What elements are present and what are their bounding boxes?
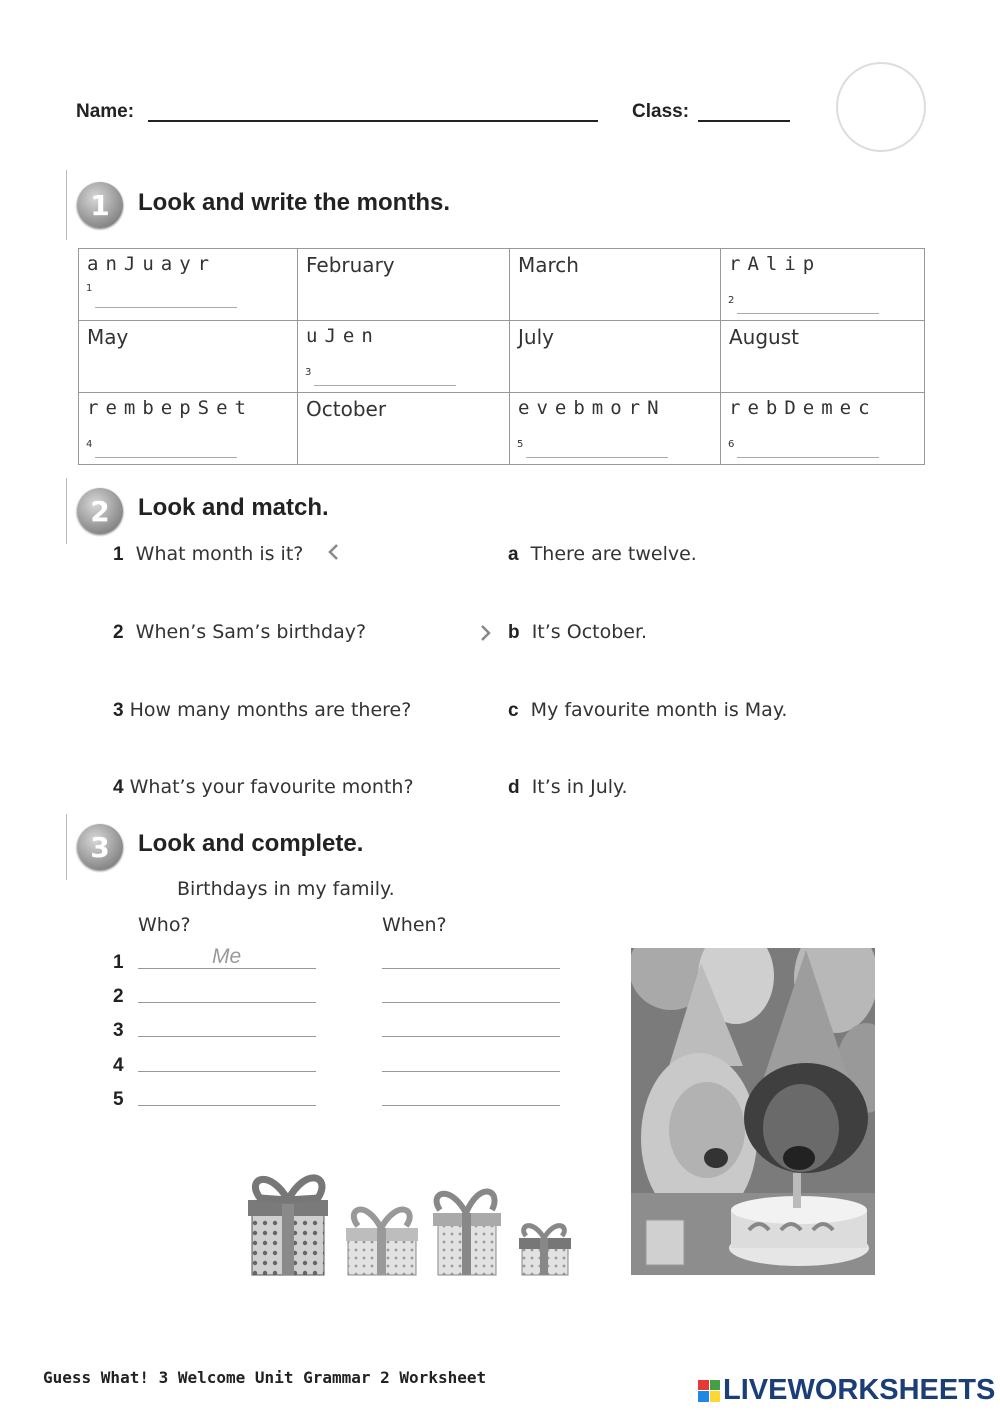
question-number: 2 — [113, 622, 124, 643]
answer-number: 6 — [728, 439, 735, 450]
when-input-line[interactable] — [382, 1036, 560, 1037]
answer-input-line[interactable] — [737, 457, 879, 458]
months-table — [78, 248, 925, 465]
name-label: Name: — [76, 101, 135, 122]
answer-input-line[interactable] — [95, 307, 237, 308]
answer-input-line[interactable] — [737, 313, 879, 314]
complete-row-number: 5 — [113, 1089, 124, 1110]
month-name: October — [306, 397, 387, 421]
scrambled-month: rAlip — [729, 253, 822, 275]
section1-number-badge: 1 — [77, 182, 123, 228]
class-field[interactable] — [698, 120, 790, 122]
answer-number: 2 — [728, 295, 735, 306]
answer-text: It’s October. — [531, 621, 648, 643]
answer-a — [508, 543, 697, 566]
month-cell — [510, 249, 721, 321]
logo-square — [710, 1391, 721, 1402]
answer-d — [508, 776, 628, 799]
section2-number-badge: 2 — [77, 488, 123, 534]
question-3 — [113, 699, 411, 722]
footer-text: Guess What! 3 Welcome Unit Grammar 2 Worksheet — [43, 1368, 487, 1387]
logo-square — [698, 1391, 709, 1402]
answer-text: My favourite month is May. — [530, 699, 788, 721]
answer-number: 4 — [86, 439, 93, 450]
month-name: August — [729, 325, 799, 349]
answer-input-line[interactable] — [314, 385, 456, 386]
question-text: What’s your favourite month? — [129, 776, 414, 798]
class-label: Class: — [632, 101, 690, 122]
question-1 — [113, 543, 303, 566]
month-cell — [298, 321, 510, 393]
month-cell — [721, 393, 925, 465]
when-input-line[interactable] — [382, 1071, 560, 1072]
months-row — [79, 249, 925, 321]
question-number: 1 — [113, 544, 124, 565]
question-text: When’s Sam’s birthday? — [135, 621, 367, 643]
logo-square — [698, 1380, 709, 1391]
when-input-line[interactable] — [382, 1002, 560, 1003]
answer-text: There are twelve. — [530, 543, 697, 565]
complete-row-number: 4 — [113, 1055, 124, 1076]
chevron-right-icon[interactable] — [479, 624, 493, 642]
logo-square — [710, 1380, 721, 1391]
month-name: May — [87, 325, 129, 349]
month-cell — [298, 249, 510, 321]
months-row — [79, 321, 925, 393]
month-name: July — [518, 325, 554, 349]
who-input-line[interactable] — [138, 1002, 316, 1003]
scrambled-month: uJen — [306, 325, 380, 347]
name-field[interactable] — [148, 120, 598, 122]
question-number: 3 — [113, 700, 124, 721]
who-input-line[interactable] — [138, 1071, 316, 1072]
answer-number: 5 — [517, 439, 524, 450]
column-when: When? — [382, 914, 447, 936]
section3-title: Look and complete. — [138, 830, 364, 857]
scrambled-month: evebmorN — [518, 397, 666, 419]
scrambled-month: anJuayr — [87, 253, 217, 275]
answer-letter: d — [508, 777, 520, 798]
complete-row-number: 2 — [113, 986, 124, 1007]
month-cell — [721, 249, 925, 321]
section2-title: Look and match. — [138, 494, 329, 521]
logo-grid-icon — [698, 1380, 720, 1402]
who-input-line[interactable] — [138, 1036, 316, 1037]
answer-number: 3 — [305, 367, 312, 378]
answer-text: It’s in July. — [531, 776, 628, 798]
birthday-photo — [631, 948, 875, 1275]
answer-input-line[interactable] — [526, 457, 668, 458]
answer-letter: b — [508, 622, 520, 643]
months-row — [79, 393, 925, 465]
month-name: March — [518, 253, 579, 277]
answer-number: 1 — [86, 283, 93, 294]
month-cell — [79, 321, 298, 393]
answer-letter: a — [508, 544, 519, 565]
question-2 — [113, 621, 366, 644]
column-who: Who? — [138, 914, 191, 936]
example-answer: Me — [212, 945, 242, 968]
complete-row-number: 1 — [113, 952, 124, 973]
answer-letter: c — [508, 700, 519, 721]
logo-text: LIVEWORKSHEETS — [723, 1374, 996, 1406]
question-text: How many months are there? — [129, 699, 412, 721]
month-cell — [721, 321, 925, 393]
when-input-line[interactable] — [382, 1105, 560, 1106]
score-circle — [836, 62, 926, 152]
section3-subtitle: Birthdays in my family. — [177, 878, 395, 900]
answer-c — [508, 699, 787, 722]
answer-b — [508, 621, 647, 644]
section3-bar — [66, 814, 67, 880]
section3-number-badge: 3 — [77, 824, 123, 870]
section1-bar — [66, 170, 67, 240]
month-cell — [298, 393, 510, 465]
month-name: February — [306, 253, 395, 277]
section2-bar — [66, 478, 67, 544]
month-cell — [79, 249, 298, 321]
month-cell — [510, 321, 721, 393]
section1-title: Look and write the months. — [138, 189, 451, 216]
question-number: 4 — [113, 777, 124, 798]
complete-row-number: 3 — [113, 1020, 124, 1041]
when-input-line[interactable] — [382, 968, 560, 969]
answer-input-line[interactable] — [95, 457, 237, 458]
scrambled-month: rebDemec — [729, 397, 877, 419]
scrambled-month: rembepSet — [87, 397, 253, 419]
question-text: What month is it? — [135, 543, 304, 565]
chevron-left-icon[interactable] — [326, 543, 340, 561]
who-input-line[interactable] — [138, 1105, 316, 1106]
month-cell — [79, 393, 298, 465]
question-4 — [113, 776, 414, 799]
gifts-illustration — [240, 1158, 575, 1280]
month-cell — [510, 393, 721, 465]
liveworksheets-logo[interactable] — [698, 1374, 995, 1407]
